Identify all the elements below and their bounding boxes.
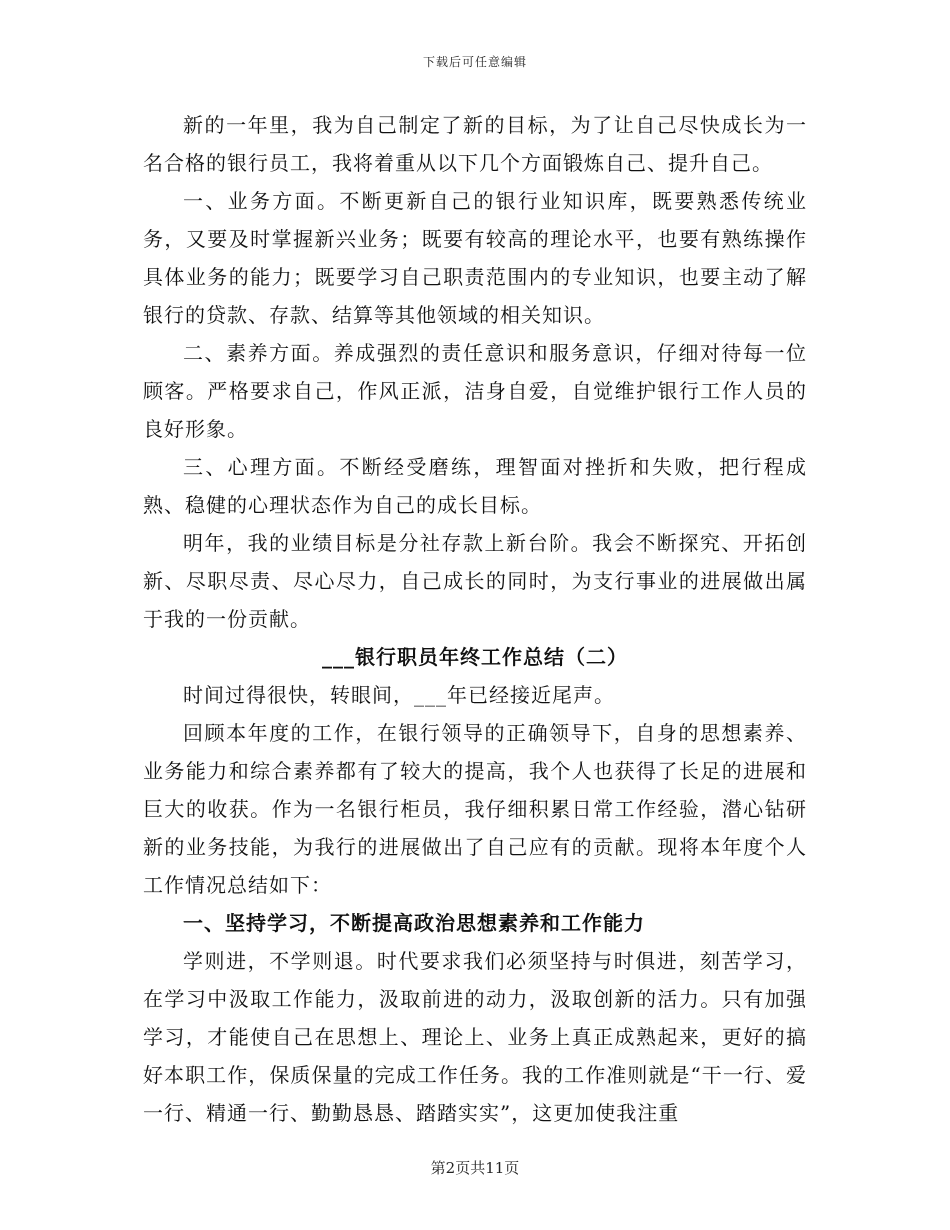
document-body	[143, 106, 807, 1132]
paragraph: 二、素养方面。养成强烈的责任意识和服务意识，仔细对待每一位顾客。严格要求自己，作风正派，洁身自爱，自觉维护银行工作人员的良好形象。	[143, 341, 807, 441]
subheading: 一、坚持学习，不断提高政治思想素养和工作能力	[183, 911, 645, 935]
paragraph: 时间过得很快，转眼间，___年已经接近尾声。	[183, 683, 615, 707]
paragraph: 明年，我的业绩目标是分社存款上新台阶。我会不断探究、开拓创新、尽职尽责、尽心尽力，自己成长的同时，为支行事业的进展做出属于我的一份贡献。	[143, 531, 807, 631]
paragraph: 学则进，不学则退。时代要求我们必须坚持与时俱进，刻苦学习，在学习中汲取工作能力，汲取前进的动力，汲取创新的活力。只有加强学习，才能使自己在思想上、理论上、业务上真正成熟起来，更好的搞好本职工作，保质保量的完成工作任务。我的工作准则就是“干一行、爱一行、精通一行、勤勤恳恳、踏踏实实”，这更加使我注重	[143, 949, 807, 1125]
section-title: ___银行职员年终工作总结（二）	[322, 645, 628, 669]
paragraph: 一、业务方面。不断更新自己的银行业知识库，既要熟悉传统业务，又要及时掌握新兴业务；既要有较高的理论水平，也要有熟练操作具体业务的能力；既要学习自己职责范围内的专业知识，也要主动了解银行的贷款、存款、结算等其他领域的相关知识。	[143, 189, 807, 327]
page-header-note: 下载后可任意编辑	[422, 55, 527, 69]
page-footer-number: 第2页共11页	[430, 1159, 520, 1177]
paragraph: 新的一年里，我为自己制定了新的目标，为了让自己尽快成长为一名合格的银行员工，我将着重从以下几个方面锻炼自己、提升自己。	[143, 113, 807, 175]
paragraph: 回顾本年度的工作，在银行领导的正确领导下，自身的思想素养、业务能力和综合素养都有了较大的提高，我个人也获得了长足的进展和巨大的收获。作为一名银行柜员，我仔细积累日常工作经验，潜心钻研新的业务技能，为我行的进展做出了自己应有的贡献。现将本年度个人工作情况总结如下：	[143, 721, 807, 897]
paragraph: 三、心理方面。不断经受磨练，理智面对挫折和失败，把行程成熟、稳健的心理状态作为自己的成长目标。	[143, 455, 807, 517]
